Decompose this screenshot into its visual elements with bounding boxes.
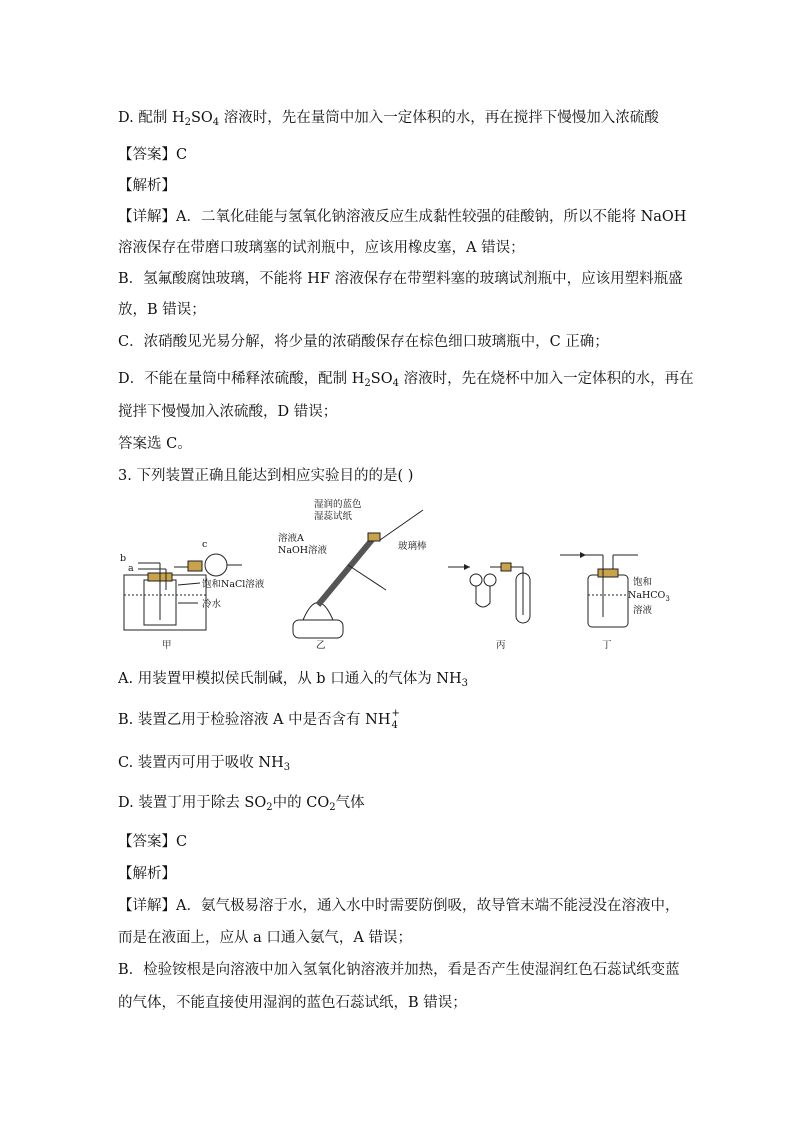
q2-option-d (118, 108, 659, 128)
ding-stopper (598, 569, 618, 577)
ding-arrow-head (580, 552, 586, 558)
q3-optd-mid: 中的 CO (272, 795, 330, 811)
q3-option-b: B. 装置乙用于检验溶液 A 中是否含有 NH + 4 (118, 708, 400, 731)
q2-detail-d-2: 搅拌下慢慢加入浓硫酸，D 错误； (118, 404, 338, 420)
yi-clamp (348, 565, 386, 590)
yi-lamp-base (293, 620, 343, 638)
q3-optd-sub2: 2 (329, 802, 336, 813)
q2-detail-d-sub1: 2 (364, 378, 371, 389)
q2-detail-d-chem-h: H (351, 371, 365, 387)
ding-caption: 丁 (602, 640, 612, 651)
jia-label-nacl: 饱和NaCl溶液 (202, 579, 265, 590)
yi-label-paper-2: 湿蕊试纸 (314, 511, 353, 522)
q3-optc-text: C. 装置丙可用于吸收 NH (118, 755, 284, 771)
yi-paper-strip (368, 533, 380, 541)
q2-detail-a-1: 【详解】A．二氧化硅能与氢氧化钠溶液反应生成黏性较强的硅酸钠，所以不能将 NaOH (118, 209, 687, 225)
jia-connector (188, 561, 202, 571)
bing-caption: 丙 (496, 640, 506, 651)
jia-label-b: b (120, 553, 127, 564)
q3-optd-sub1: 2 (266, 802, 273, 813)
q2-detail-b-2: 放，B 错误； (118, 302, 206, 318)
bing-bulb-left (470, 574, 482, 586)
q3-option-d (118, 793, 365, 813)
yi-label-solution-a: 溶液A (278, 533, 304, 544)
q3-opta-text: A. 用装置甲模拟侯氏制碱，从 b 口通入的气体为 NH (118, 671, 462, 687)
bing-arrow-head (464, 564, 470, 570)
jia-caption: 甲 (162, 640, 172, 651)
q2-optd-chem-so: SO (190, 110, 213, 126)
q3-optd-pre: D. 装置丁用于除去 SO (118, 795, 267, 811)
q2-optd-chem-h: H (171, 110, 185, 126)
q2-detail-d-sub2: 4 (392, 378, 399, 389)
jia-label-a: a (128, 563, 134, 574)
q2-detail-d-chem-so: SO (370, 371, 393, 387)
jia-pointer-nacl (178, 583, 200, 585)
q3-analysis-heading: 【解析】 (118, 866, 176, 882)
jia-label-c: c (202, 539, 208, 550)
q3-detail-b-2: 的气体，不能直接使用湿润的蓝色石蕊试纸，B 错误； (118, 995, 467, 1011)
q2-analysis-heading: 【解析】 (118, 178, 176, 194)
q2-detail-c: C．浓硝酸见光易分解，将少量的浓硝酸保存在棕色细口玻璃瓶中，C 正确； (118, 334, 609, 350)
ding-label-nahco3 (628, 590, 670, 603)
q2-optd-sub1: 2 (184, 117, 191, 128)
q2-detail-d-1 (118, 369, 694, 389)
bing-connector (501, 563, 511, 571)
bing-bulb-right (484, 574, 496, 586)
yi-label-rod: 玻璃棒 (398, 541, 427, 552)
q3-detail-b-1: B．检验铵根是向溶液中加入氢氧化钠溶液并加热，看是否产生使湿润红色石蕊试纸变蓝 (118, 962, 680, 978)
bing-u-bottom (476, 586, 490, 607)
jia-drying-tube-bulb (205, 554, 227, 576)
q3-answer: 【答案】C (118, 834, 188, 850)
q3-option-c (118, 753, 290, 773)
q2-optd-post: 溶液时，先在量筒中加入一定体积的水，再在搅拌下慢慢加入浓硫酸 (223, 110, 659, 126)
yi-glass-rod (380, 510, 423, 540)
q2-detail-d-pre: D．不能在量筒中稀释浓硫酸，配制 (118, 371, 348, 387)
q3-optd-post: 气体 (335, 795, 365, 811)
yi-caption: 乙 (316, 640, 326, 651)
q3-detail-a-1: 【详解】A．氨气极易溶于水，通入水中时需要防倒吸，故导管末端不能浸没在溶液中， (118, 898, 680, 914)
q3-optb-text: B. 装置乙用于检验溶液 A 中是否含有 NH (118, 712, 391, 728)
q3-opta-sub: 3 (461, 678, 469, 689)
yi-lamp (303, 603, 333, 621)
q3-stem: 3. 下列装置正确且能达到相应实验目的的是( ) (118, 468, 414, 484)
q2-detail-a-2: 溶液保存在带磨口玻璃塞的试剂瓶中，应该用橡皮塞，A 错误； (118, 240, 525, 256)
yi-label-paper-1: 湿润的蓝色 (314, 499, 362, 510)
q3-detail-a-2: 而是在液面上，应从 a 口通入氨气，A 错误； (118, 930, 412, 946)
q2-optd-sub2: 4 (212, 117, 220, 128)
jia-label-water: 冷水 (202, 599, 222, 610)
q2-detail-d-post: 溶液时，先在烧杯中加入一定体积的水，再在 (403, 371, 694, 387)
ding-bottle (588, 575, 628, 627)
ding-nahco3-text: NaHCO (628, 590, 666, 601)
ding-label-sat: 饱和 (633, 577, 653, 588)
ding-nahco3-sub: 3 (665, 595, 670, 603)
q2-answer: 【答案】C (118, 147, 188, 163)
q2-detail-b-1: B．氢氟酸腐蚀玻璃，不能将 HF 溶液保存在带塑料塞的玻璃试剂瓶中，应该用塑料瓶盛 (118, 271, 683, 287)
yi-label-naoh: NaOH溶液 (278, 545, 328, 556)
q2-conclusion: 答案选 C。 (118, 436, 192, 452)
ding-label-solution: 溶液 (633, 605, 653, 616)
q3-option-a (118, 669, 468, 689)
apparatus-figure (118, 495, 678, 655)
q3-optc-sub: 3 (283, 762, 291, 773)
q2-optd-pre: D. 配制 (118, 110, 168, 126)
